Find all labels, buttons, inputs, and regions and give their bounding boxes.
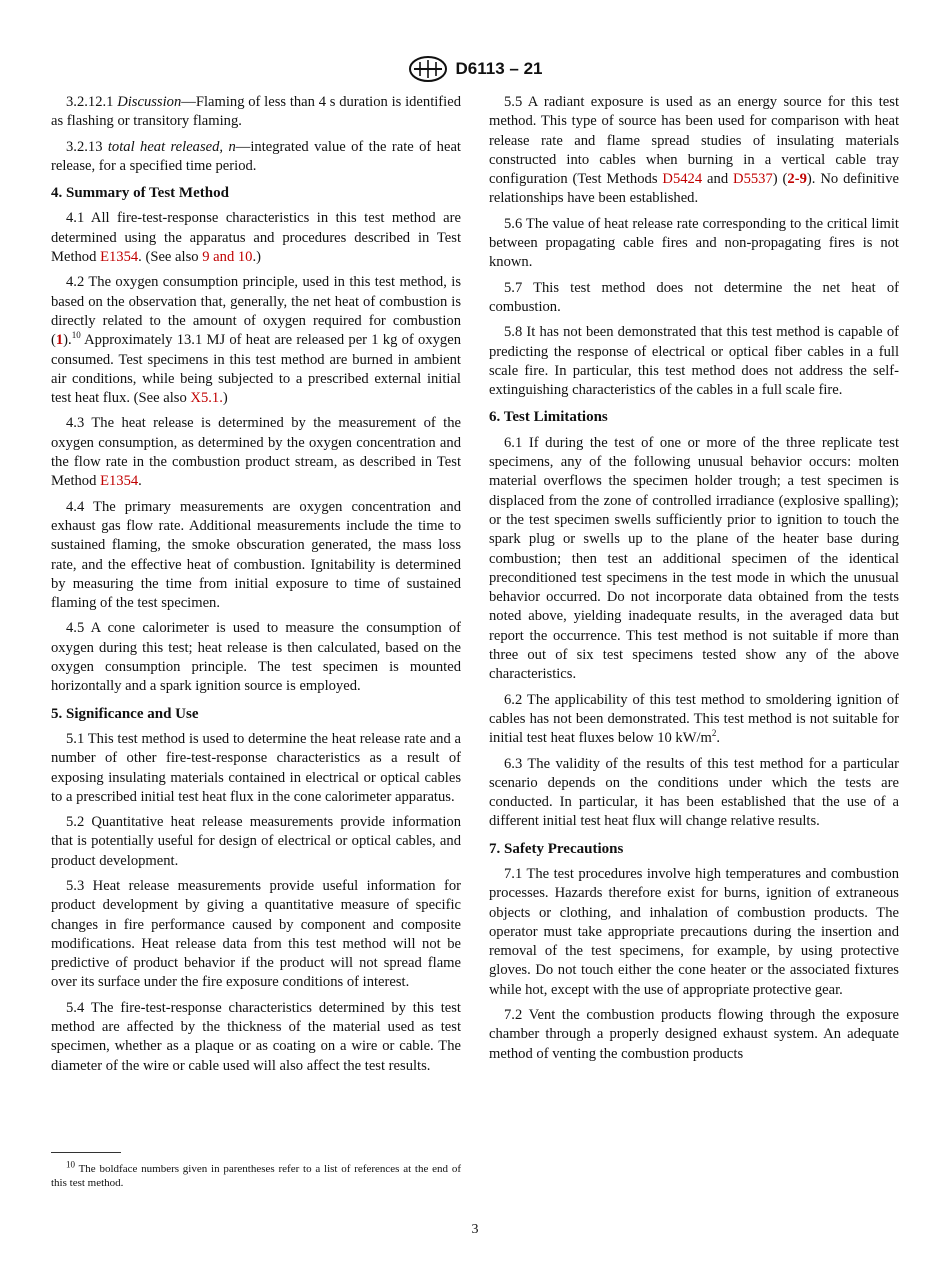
link-e1354[interactable]: E1354 [100, 249, 139, 266]
paragraph-5-6: 5.6 The value of heat release rate corresponding to the critical limit between propagating cable fires and non-propagating fires is not known. [489, 215, 899, 271]
paragraph-4-3: 4.3 The heat release is determined by the measurement of the oxygen consumption, as determined by the oxygen concentration and the flow rate in the combustion product stream, as described in Test Method E1354. [51, 415, 461, 490]
paragraph-4-5: 4.5 A cone calorimeter is used to measure the consumption of oxygen during this test; heat release is then calculated, based on the oxygen consumption principle. The test specimen is mounted horizontally and a spark ignition source is employed. [51, 620, 461, 695]
right-column [489, 93, 899, 1070]
paragraph-5-7: 5.7 This test method does not determine the net heat of combustion. [489, 279, 899, 315]
paragraph-5-8: 5.8 It has not been demonstrated that this test method is capable of predicting the response of electrical or optical fiber cables in a full scale fire. In particular, this test method does not address the self-extinguishing characteristics of the cables in a full scale fire. [489, 324, 899, 399]
section-heading-6: 6. Test Limitations [489, 409, 608, 426]
reference-link-2-9[interactable]: 2-9 [787, 171, 807, 188]
link-d5537[interactable]: D5537 [733, 171, 773, 188]
footnote-marker: 10 [71, 330, 81, 341]
paragraph-4-1: 4.1 All fire-test-response characteristics in this test method are determined using the apparatus and procedures described in Test Method E1354. (See also 9 and 10.) [51, 210, 461, 266]
paragraph-5-1: 5.1 This test method is used to determine the heat release rate and a number of other fire-test-response characteristics as a result of exposing insulating materials contained in electrical or optical cables to a prescribed initial test heat flux in the cone calorimeter apparatus. [51, 730, 461, 805]
link-e1354[interactable]: E1354 [100, 473, 139, 490]
page-header [0, 56, 950, 82]
reference-link-1[interactable]: 1 [55, 332, 64, 349]
footnote: $^{10}$ The boldface numbers given in parentheses refer to a list of references at the end of this test method. [51, 1159, 461, 1189]
page-number: 3 [471, 1222, 479, 1237]
left-column [51, 93, 461, 1082]
footnote-divider [51, 1152, 121, 1153]
paragraph-6-1: 6.1 If during the test of one or more of the three replicate test specimens, any of the following unusual behavior occurs: molten material overflows the specimen holder trough; a test specimen is displaced from the zone of controlled irradiance (explosive spalling); or the test specimen swells sufficiently prior to ignition to touch the spark plug or swells up to the plane of the heater base during combustion; then test an additional specimen of the identical preconditioned test specimens in the test mode in which the unusual behavior occurred. Do not incorporate data obtained from the tests noted above, yielding inadequate results, in the averaged data but report the occurrence. This test method is not suitable if more than three out of six test specimens tested show any of the above characteristics. [489, 434, 899, 683]
paragraph-3-2-13: 3.2.13 total heat released, n—integrated value of the rate of heat release, for a specified time period. [51, 138, 461, 174]
astm-logo-icon [408, 56, 448, 82]
paragraph-5-4: 5.4 The fire-test-response characteristics determined by this test method are affected by the thickness of the material used as test specimen, whether as a plaque or as coating on a wire or cable. The diameter of the wire or cable used will also affect the test results. [51, 999, 461, 1074]
paragraph-4-2: 4.2 The oxygen consumption principle, used in this test method, is based on the observation that, generally, the net heat of combustion is directly related to the amount of oxygen required for combustion (1).$^{10}$ Approximately 13.1 MJ of heat are released per 1 kg of oxygen consumed. Test specimens in this test method are burned in ambient air conditions, while being subjected to a prescribed external initial test heat flux. (See also X5.1.) [51, 274, 461, 407]
document-id: D6113 – 21 [455, 59, 543, 78]
paragraph-7-1: 7.1 The test procedures involve high temperatures and combustion processes. Hazards therefore exist for burns, ignition of extraneous objects or clothing, and inhalation of combustion products. The operator must take appropriate precautions during the insertion and removal of the test specimens, for example, by using protective gloves. Do not touch either the cone heater or the associated fixtures while hot, except with the use of appropriate protective gear. [489, 865, 899, 998]
paragraph-7-2: 7.2 Vent the combustion products flowing through the exposure chamber through a properly designed exhaust system. An adequate method of venting the combustion products [489, 1007, 899, 1062]
paragraph-5-5: 5.5 A radiant exposure is used as an energy source for this test method. This type of source has been used for comparison with heat release rate and flame spread studies of insulating materials constructed into cables when burning in a vertical cable tray configuration (Test Methods D5424 and D5537) (2-9). No definitive relationships have been established. [489, 94, 899, 207]
section-heading-7: 7. Safety Precautions [489, 840, 624, 857]
paragraph-4-4: 4.4 The primary measurements are oxygen concentration and exhaust gas flow rate. Additional measurements include the time to sustained flaming, the smoke obscuration generated, the mass loss rate, and the effective heat of combustion. Ignitability is determined by measuring the time from initial exposure to time of sustained flaming of the test specimen. [51, 498, 461, 612]
paragraph-6-3: 6.3 The validity of the results of this test method for a particular scenario depends on the conditions under which the tests are conducted. In particular, it has been established that the use of a different initial test heat flux will change relative results. [489, 755, 899, 830]
paragraph-5-2: 5.2 Quantitative heat release measurements provide information that is potentially useful for design of electrical or optical cables, and product development. [51, 814, 461, 869]
paragraph-6-2: 6.2 The applicability of this test method to smoldering ignition of cables has not been demonstrated. This test method is not suitable for initial test heat fluxes below 10 $kW/m^2$. [489, 691, 899, 747]
paragraph-3-2-12-1: 3.2.12.1 Discussion—Flaming of less than 4 s duration is identified as flashing or transitory flaming. [51, 94, 461, 130]
link-sections-9-10[interactable]: 9 and 10 [202, 249, 253, 266]
paragraph-5-3: 5.3 Heat release measurements provide useful information for product development by giving a quantitative measure of specific changes in fire performance caused by component and composite modifications. Heat release data from this test method will not be predictive of product behavior if the product will not spread flame over its surface under the fire exposure conditions of interest. [51, 877, 461, 991]
section-heading-5: 5. Significance and Use [51, 705, 199, 722]
link-x5-1[interactable]: X5.1. [190, 390, 223, 407]
link-d5424[interactable]: D5424 [662, 171, 703, 188]
section-heading-4: 4. Summary of Test Method [51, 185, 229, 202]
